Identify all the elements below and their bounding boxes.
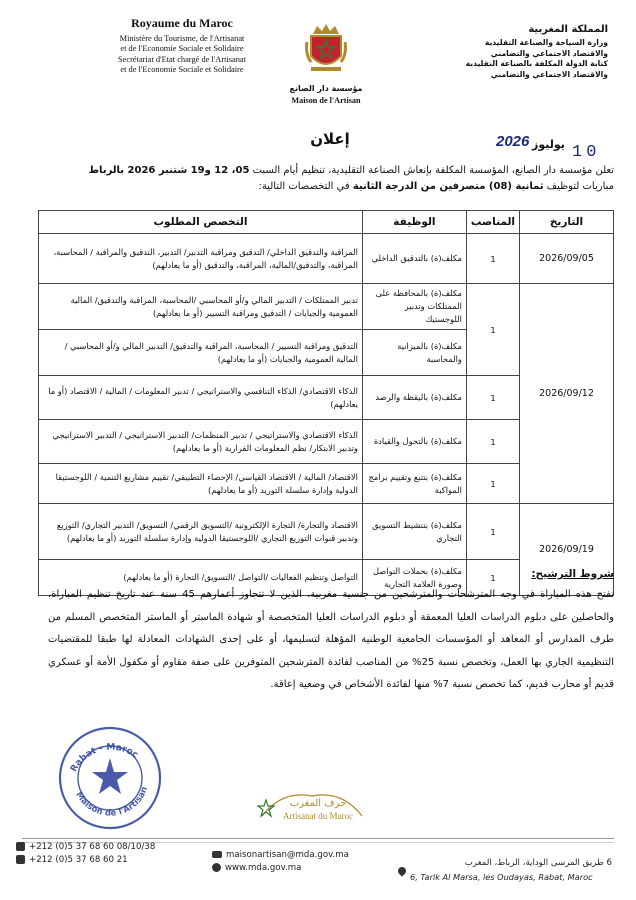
required-specialty: الاقتصاد/ المالية / الاقتصاد القياسي/ الإحصاء التطبيقي/ تقييم مشاريع التنمية / اللوجستيقا الدولية وإدارة سلسلة التوريد (أو ما يعادلهم) bbox=[39, 464, 363, 504]
emblem-caption-fr: Maison de l'Artisan bbox=[291, 96, 361, 105]
table-row bbox=[39, 234, 614, 284]
ministry-line-fr-2: et de l'Economie Sociale et Solidaire bbox=[120, 44, 244, 54]
required-specialty: تدبير الممتلكات / التدبير المالي و/أو المحاسبي /المحاسبة، المراقبة والتدقيق/ المالية العمومية والجبايات / التدقيق ومراقبة التسيير (أو ما يعادلهم) bbox=[39, 284, 363, 330]
exam-date: 2026/09/19 bbox=[520, 504, 614, 596]
table-row bbox=[39, 284, 614, 330]
footer-email bbox=[212, 850, 349, 860]
header-right-arabic bbox=[378, 24, 608, 80]
required-specialty: الذكاء الاقتصادي/ الذكاء التنافسي والاستراتيجي / تدبير المعلومات / المالية / الاقتصاد (أو ما يعادلهم) bbox=[39, 376, 363, 420]
position-count: 1 bbox=[466, 234, 519, 284]
svg-text:Rabat - Maroc bbox=[69, 743, 140, 774]
phone-number-1: +212 (0)5 37 68 60 08/10/38 bbox=[29, 842, 156, 852]
column-header-date: التاريخ bbox=[520, 211, 614, 234]
exam-date: 2026/09/05 bbox=[520, 234, 614, 284]
position-count: 1 bbox=[466, 560, 519, 596]
intro-line1-text: تعلن مؤسسة دار الصانع، المؤسسة المكلفة بإنعاش الصناعة التقليدية، تنظيم أيام السبت bbox=[249, 165, 614, 176]
ministry-line-fr-3: Secrétariat d'Etat chargé de l'Artisanat bbox=[118, 54, 246, 64]
kingdom-name-ar: المملكة المغربية bbox=[528, 24, 608, 35]
address-fr: 6, Tarik Al Marsa, les Oudayas, Rabat, Maroc bbox=[410, 872, 593, 882]
conditions-heading: شروط الترشيح: bbox=[531, 568, 614, 580]
stamp-text-top: Rabat - Maroc bbox=[69, 742, 140, 774]
footer-divider bbox=[22, 838, 614, 839]
date-year: 2026 bbox=[496, 133, 530, 150]
conditions-paragraph: تفتح هذه المباراة في وجه المترشحات والمترشحين من جنسية مغربية، الذين لا تتجاوز أعمارهم 45 سنة عند تاريخ تنظيم المباراة، والحاصلين على دبلوم الدراسات العليا المعمقة أو دبلوم الدراسات العليا المتخصصة أو شهادة الماستر أو الماستر المتخصص المسلم من طرف المدارس أو المعاهد أو المؤسسات الجامعية الوطنية المؤهلة لتسليمها، أو على إحدى الشهادات المعادلة لها طبقا للمقتضيات التنظيمية الجاري بها العمل، وتخصص نسبة 25% من المناصب لفائدة المترشحين المتوفرين على صفة مقاوم أو مكفول الأمة أو عسكري قديم أو محارب قديم، كما تخصص نسبة 7% منها لفائدة الأشخاص في وضعية إعاقة. bbox=[48, 589, 614, 690]
position-title: مكلف(ة) باليقظة والرصد bbox=[362, 376, 466, 420]
footer-phone-2 bbox=[16, 855, 128, 865]
logo-text-fr: Artisanat du Maroc bbox=[283, 811, 353, 821]
announcement-title: إعلان bbox=[310, 130, 350, 148]
ministry-line-ar-1: وزارة السياحة والصناعة التقليدية bbox=[484, 38, 608, 47]
date-month: يوليوز bbox=[532, 138, 565, 151]
footer-address-fr bbox=[410, 872, 593, 882]
ministry-line-ar-2: والاقتصاد الاجتماعي والتضامني bbox=[490, 48, 608, 58]
position-title: مكلف(ة) بحملات التواصل وصورة العلامة التجارية bbox=[362, 560, 466, 596]
phone-number-2: +212 (0)5 37 68 60 21 bbox=[29, 855, 128, 865]
footer-phone-1 bbox=[16, 842, 155, 852]
position-title: مكلف(ة) بتنشيط التسويق التجاري bbox=[362, 504, 466, 560]
artisanat-du-maroc-logo bbox=[252, 786, 372, 826]
email-address[interactable]: maisonartisan@mda.gov.ma bbox=[226, 850, 349, 860]
emblem-caption-ar: مؤسسة دار الصانع bbox=[289, 84, 363, 93]
kingdom-name-fr: Royaume du Maroc bbox=[131, 16, 233, 30]
position-title: مكلف(ة) بالتحول والقيادة bbox=[362, 420, 466, 464]
ministry-line-ar-3: كتابة الدولة المكلفة بالصناعة التقليدية bbox=[465, 59, 608, 68]
required-specialty: التدقيق ومراقبة التسيير / المحاسبة، المراقبة والتدقيق/ التدبير المالي و/أو المحاسبي / المالية العمومية والجبايات (أو ما يعادلهم) bbox=[39, 330, 363, 376]
column-header-post: الوظيفة bbox=[362, 211, 466, 234]
position-count: 1 bbox=[466, 376, 519, 420]
column-header-count: المناصب bbox=[466, 211, 519, 234]
moroccan-coat-of-arms-icon bbox=[305, 22, 347, 74]
required-specialty: المراقبة والتدقيق الداخلي/ التدقيق ومراقبة التدبير/ التدبير، التدقيق والمراقبة / المحاسبة، المراقبة، والتدقيق/المالية، المراقبة، والتدقيق (أو ما يعادلهم) bbox=[39, 234, 363, 284]
svg-text:Maison de l'Artisan bbox=[73, 785, 150, 818]
email-icon bbox=[212, 851, 222, 858]
position-title: مكلف(ة) بتتبع وتقييم برامج المواكبة bbox=[362, 464, 466, 504]
position-count: 1 bbox=[466, 420, 519, 464]
location-pin-icon bbox=[398, 860, 410, 879]
intro-paragraph bbox=[54, 163, 614, 195]
website-link[interactable]: www.mda.gov.ma bbox=[225, 863, 302, 873]
logo-text-ar: حرف المغرب bbox=[289, 798, 347, 809]
required-specialty: التواصل وتنظيم الفعاليات /التواصل /التسويق/ التجارة (أو ما يعادلهم) bbox=[39, 560, 363, 596]
required-specialty: الاقتصاد والتجارة/ التجارة الإلكترونية /التسويق الرقمي/ التسويق/ التدبير التجاري/ التوزيع وتدبير قنوات التوزيع التجاري /اللوجستيقا الدولية وإدارة سلسلة التوريد (أو ما يعادلهم) bbox=[39, 504, 363, 560]
position-count: 1 bbox=[466, 464, 519, 504]
required-specialty: الذكاء الاقتصادي والاستراتيجي / تدبير المنظمات/ التدبير الاستراتيجي / التدبير الاستراتيجي وتدبير الابتكار/ نظم المعلومات القرارية (أو ما يعادلهم) bbox=[39, 420, 363, 464]
ministry-line-fr-1: Ministère du Tourisme, de l'Artisanat bbox=[119, 34, 245, 43]
table-row bbox=[39, 504, 614, 560]
position-count: 1 bbox=[466, 284, 519, 376]
header-left-french bbox=[92, 16, 272, 76]
position-title: مكلف(ة) بالميزانية والمحاسبة bbox=[362, 330, 466, 376]
intro-line1-dates: 05، 12 و19 شتنبر 2026 بالرباط bbox=[88, 165, 250, 176]
position-count: 1 bbox=[466, 504, 519, 560]
globe-icon bbox=[212, 863, 221, 872]
exam-date: 2026/09/12 bbox=[520, 284, 614, 504]
fax-icon bbox=[16, 855, 25, 864]
footer-address-ar bbox=[398, 858, 612, 868]
intro-line2-text: مباريات لتوظيف bbox=[543, 181, 614, 192]
ministry-line-fr-4: et de l'Economie Sociale et Solidaire bbox=[120, 65, 244, 75]
date-day: 10 bbox=[572, 143, 601, 162]
position-title: مكلف(ة) بالتدقيق الداخلي bbox=[362, 234, 466, 284]
official-stamp-icon bbox=[54, 722, 166, 834]
intro-line2-positions: ثمانية (08) متصرفين من الدرجة الثانية bbox=[352, 181, 544, 192]
positions-table bbox=[38, 210, 614, 596]
address-ar: 6 طريق المرسى الوداية، الرباط، المغرب bbox=[464, 858, 612, 868]
position-title: مكلف(ة) بالمحافظة على الممتلكات وتدبير اللوجستيك bbox=[362, 284, 466, 330]
stamp-text-bottom: Maison de l'Artisan bbox=[73, 785, 151, 819]
footer-website bbox=[212, 863, 301, 873]
table-header-row bbox=[39, 211, 614, 234]
ministry-line-ar-4: والاقتصاد الاجتماعي والتضامني bbox=[490, 69, 608, 79]
column-header-specialty: التخصص المطلوب bbox=[39, 211, 363, 234]
intro-line2-end: في التخصصات التالية: bbox=[258, 181, 353, 192]
phone-icon bbox=[16, 842, 25, 851]
